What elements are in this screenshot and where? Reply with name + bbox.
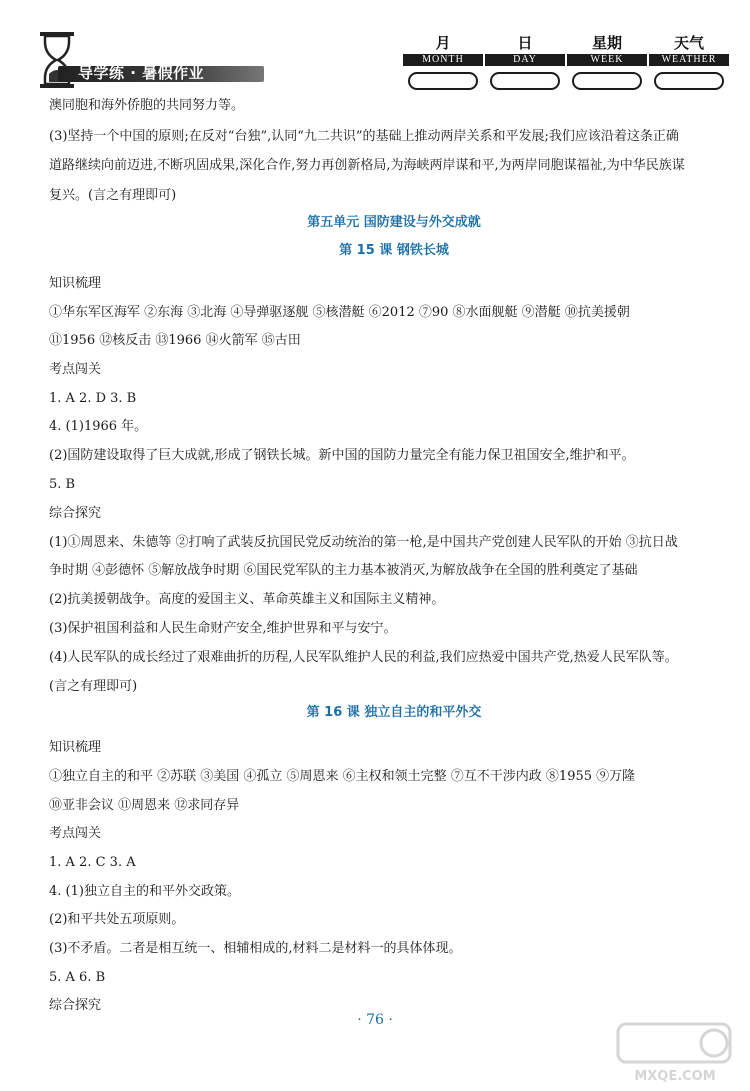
text-line: (1)①周恩来、朱德等 ②打响了武装反抗国民党反动统治的第一枪,是中国共产党创建人民军队的开始 ③抗日战 xyxy=(49,535,678,550)
day-label-en: DAY xyxy=(485,54,565,66)
watermark-text: MXQE.COM xyxy=(634,1069,716,1084)
lesson-heading: 第 15 课 钢铁长城 xyxy=(339,243,449,258)
text-line: 争时期 ④彭德怀 ⑤解放战争时期 ⑥国民党军队的主力基本被消灭,为解放战争在全国的胜利奠定了基础 xyxy=(49,563,638,578)
text-line: 澳同胞和海外侨胞的共同努力等。 xyxy=(49,98,245,113)
text-line: 5. B xyxy=(49,477,76,492)
month-label: 月 xyxy=(435,34,451,52)
weather-field[interactable] xyxy=(654,72,724,90)
section-label: 考点闯关 xyxy=(49,826,102,841)
watermark-logo xyxy=(610,1018,740,1088)
section-label: 综合探究 xyxy=(49,506,102,521)
text-line: (3)坚持一个中国的原则;在反对“台独”,认同“九二共识”的基础上推动两岸关系和平发展;我们应该沿着这条正确 xyxy=(49,129,679,144)
brand-banner xyxy=(58,56,268,86)
text-line: 1. A 2. D 3. B xyxy=(49,391,137,406)
text-line: ①华东军区海军 ②东海 ③北海 ④导弹驱逐舰 ⑤核潜艇 ⑥2012 ⑦90 ⑧水面舰艇 ⑨潜艇 ⑩抗美援朝 xyxy=(49,305,630,320)
week-label-en: WEEK xyxy=(567,54,647,66)
week-label: 星期 xyxy=(591,34,622,52)
section-label: 综合探究 xyxy=(49,998,102,1013)
text-line: (4)人民军队的成长经过了艰难曲折的历程,人民军队维护人民的利益,我们应热爱中国共产党,热爱人民军队等。 xyxy=(49,650,678,665)
text-line: ①独立自主的和平 ②苏联 ③美国 ④孤立 ⑤周恩来 ⑥主权和领土完整 ⑦互不干涉内政 ⑧1955 ⑨万隆 xyxy=(49,769,636,784)
text-line: (3)保护祖国利益和人民生命财产安全,维护世界和平与安宁。 xyxy=(49,621,397,636)
text-line: 复兴。(言之有理即可) xyxy=(49,188,177,203)
text-line: ⑩亚非会议 ⑪周恩来 ⑫求同存异 xyxy=(49,798,240,813)
text-line: (2)国防建设取得了巨大成就,形成了钢铁长城。新中国的国防力量完全有能力保卫祖国安全,维护和平。 xyxy=(49,448,635,463)
text-line: 4. (1)1966 年。 xyxy=(49,419,148,434)
text-line: 5. A 6. B xyxy=(49,970,106,985)
section-label: 知识梳理 xyxy=(49,276,102,291)
month-column xyxy=(403,32,483,94)
lesson-heading: 第 16 课 独立自主的和平外交 xyxy=(306,705,482,720)
weather-label-en: WEATHER xyxy=(649,54,729,66)
brand-title: 导学练 · 暑假作业 xyxy=(78,64,205,82)
text-line: (2)和平共处五项原则。 xyxy=(49,912,185,927)
page-number: · 76 · xyxy=(357,1012,393,1028)
text-line: 1. A 2. C 3. A xyxy=(49,855,136,870)
month-label-en: MONTH xyxy=(403,54,483,66)
day-column xyxy=(485,32,565,94)
text-line: (言之有理即可) xyxy=(49,679,138,694)
weather-column xyxy=(649,32,729,94)
section-label: 知识梳理 xyxy=(49,740,102,755)
text-line: ⑪1956 ⑫核反击 ⑬1966 ⑭火箭军 ⑮古田 xyxy=(49,333,301,348)
weather-label: 天气 xyxy=(673,34,704,52)
text-line: 道路继续向前迈进,不断巩固成果,深化合作,努力再创新格局,为海峡两岸谋和平,为两岸同胞谋福祉,为中华民族谋 xyxy=(49,158,685,173)
unit-heading: 第五单元 国防建设与外交成就 xyxy=(307,215,481,230)
month-field[interactable] xyxy=(408,72,478,90)
text-line: (3)不矛盾。二者是相互统一、相辅相成的,材料二是材料一的具体体现。 xyxy=(49,941,462,956)
week-field[interactable] xyxy=(572,72,642,90)
section-label: 考点闯关 xyxy=(49,362,102,377)
day-field[interactable] xyxy=(490,72,560,90)
day-label: 日 xyxy=(517,34,533,52)
date-weather-grid xyxy=(403,32,728,94)
page-header xyxy=(0,0,750,100)
week-column xyxy=(567,32,647,94)
text-line: 4. (1)独立自主的和平外交政策。 xyxy=(49,884,240,899)
text-line: (2)抗美援朝战争。高度的爱国主义、革命英雄主义和国际主义精神。 xyxy=(49,592,445,607)
